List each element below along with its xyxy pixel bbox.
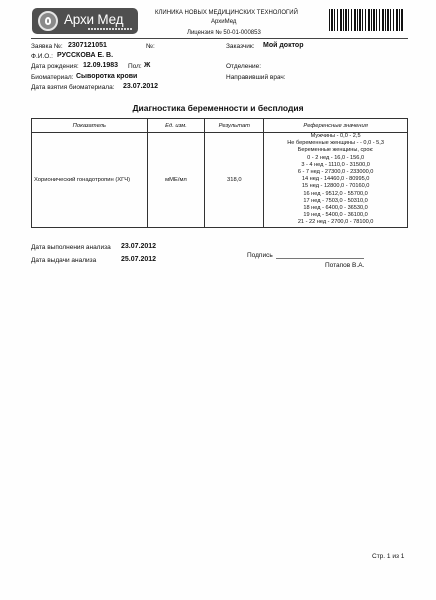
reference-line: 19 нед - 5400,0 - 36100,0 [303, 212, 368, 219]
customer-value: Мой доктор [263, 42, 304, 49]
issued-date-label: Дата выдачи анализа [31, 257, 97, 264]
clinic-logo [32, 8, 138, 34]
column-header: Результат [205, 119, 264, 133]
biomaterial-label: Биоматериал: [31, 74, 74, 81]
table-header-row [32, 119, 408, 133]
reference-line: Мужчины - 0,0 - 2,5 [310, 133, 361, 139]
order-label: Заявка №: [31, 43, 63, 50]
signature-line [276, 258, 364, 259]
reference-line: 17 нед - 7503,0 - 50310,0 [303, 197, 368, 204]
referring-doctor-label: Направивший врач: [226, 74, 286, 81]
sex-value: Ж [144, 62, 151, 69]
fio-label: Ф.И.О.: [31, 53, 53, 60]
signer-name: Потапов В.А. [325, 262, 365, 269]
date-taken-value: 23.07.2012 [123, 83, 159, 90]
column-header: Референсные значения [264, 119, 408, 133]
test-unit: мМЕ/мл [147, 133, 205, 228]
birth-date: 12.09.1983 [83, 62, 119, 69]
results-table [31, 118, 408, 228]
birth-date-label: Дата рождения: [31, 63, 79, 70]
customer-label: Заказчик: [226, 43, 255, 50]
logo-text: Архи Мед [64, 12, 124, 27]
reference-line: 21 - 22 нед - 2700,0 - 78100,0 [297, 219, 374, 226]
issued-date-value: 25.07.2012 [121, 256, 157, 263]
reference-line: 6 - 7 нед - 27300,0 - 233000,0 [297, 169, 374, 176]
reference-line: 0 - 2 нед - 16,0 - 156,0 [307, 154, 365, 161]
reference-line: 14 нед - 14460,0 - 80995,0 [301, 176, 370, 183]
logo-tagline [88, 28, 132, 30]
sex-label: Пол: [128, 63, 142, 70]
column-header: Показатель [32, 119, 148, 133]
clinic-short-name: АрхиМед [211, 19, 237, 25]
clinic-name: КЛИНИКА НОВЫХ МЕДИЦИНСКИХ ТЕХНОЛОГИЙ [155, 10, 298, 16]
reference-line: Не беременные женщины - - 0,0 - 5,3 [287, 140, 384, 147]
done-date-value: 23.07.2012 [121, 243, 157, 250]
reference-values [264, 133, 408, 228]
report-title: Диагностика беременности и бесплодия [132, 103, 304, 113]
logo-emblem-icon [38, 11, 58, 31]
reference-line: 3 - 4 нед - 1110,0 - 31500,0 [301, 161, 370, 168]
test-result: 318,0 [205, 133, 264, 228]
order-number: 2307121051 [68, 42, 107, 49]
reference-line: 16 нед - 9512,0 - 55700,0 [303, 190, 368, 197]
date-taken-label: Дата взятия биоматериала: [31, 84, 115, 91]
page-number: Стр. 1 из 1 [372, 553, 405, 560]
reference-line: 18 нед - 6400,0 - 36530,0 [303, 205, 368, 212]
test-name: Хорионический гонадотропин (ХГЧ) [32, 133, 148, 228]
column-header: Ед. изм. [147, 119, 205, 133]
reference-line: 15 нед - 12800,0 - 70160,0 [301, 183, 370, 190]
signature-label: Подпись [247, 252, 273, 259]
barcode [329, 9, 404, 31]
department-label: Отделение: [226, 63, 262, 70]
reference-line: Беременные женщины, срок: [297, 147, 374, 154]
biomaterial-value: Сыворотка крови [76, 73, 138, 80]
license-number: Лицензия № 50-01-000853 [187, 30, 261, 36]
done-date-label: Дата выполнения анализа [31, 244, 111, 251]
no-label: №: [146, 43, 155, 50]
patient-name: РУССКОВА Е. В. [57, 52, 114, 59]
header-divider [31, 38, 408, 39]
table-row [32, 133, 408, 228]
